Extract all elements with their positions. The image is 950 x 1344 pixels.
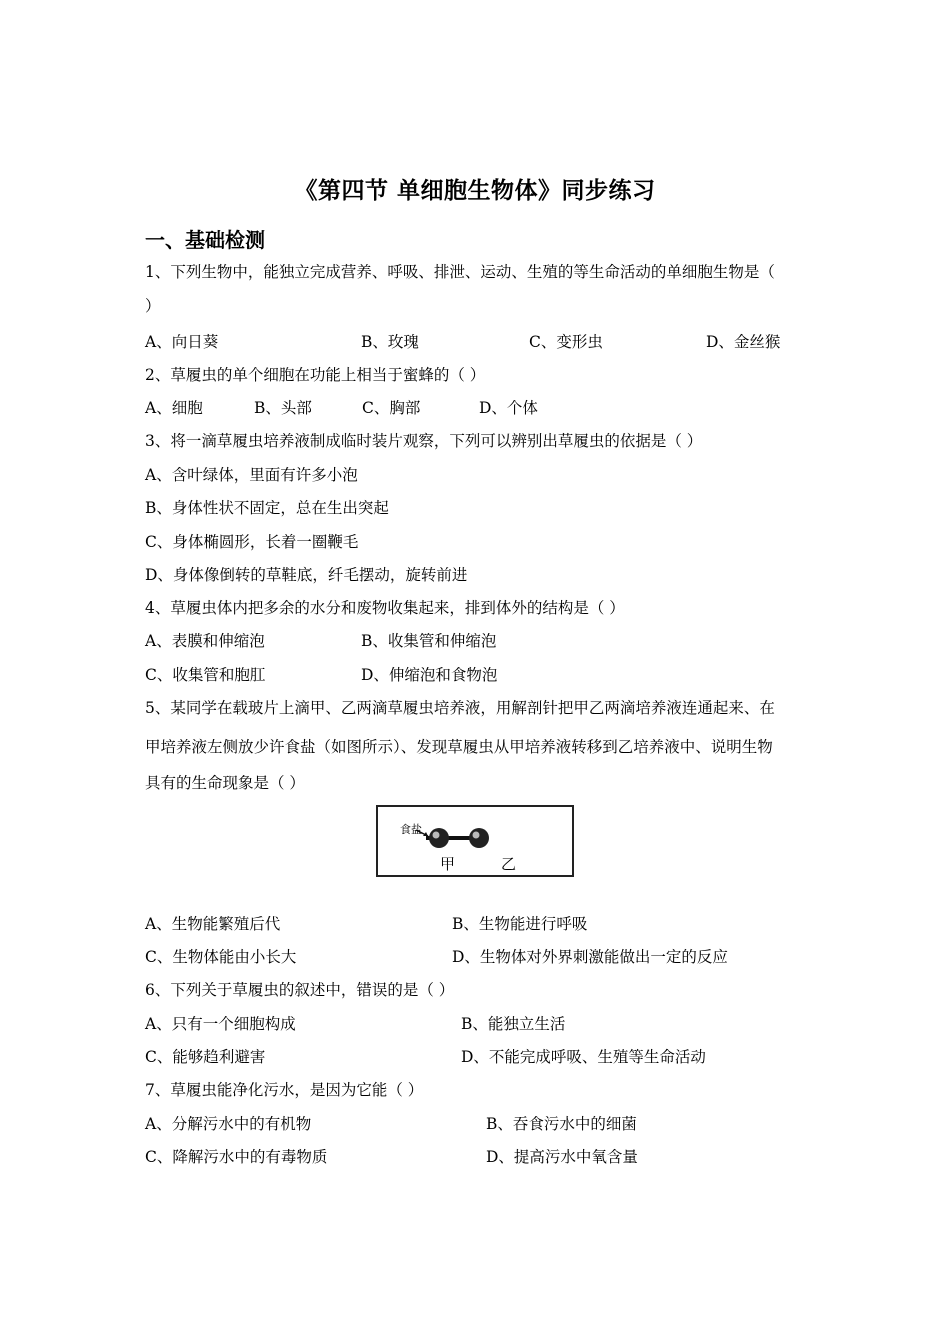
label-jia: 甲 — [440, 855, 456, 873]
label-yi: 乙 — [501, 855, 517, 873]
question-6-option-a: A、只有一个细胞构成 — [145, 1015, 296, 1033]
question-4-stem: 4、草履虫体内把多余的水分和废物收集起来，排到体外的结构是（ ） — [145, 599, 625, 617]
question-6-stem: 6、下列关于草履虫的叙述中，错误的是（ ） — [145, 981, 455, 999]
question-1-stem-cont: ） — [145, 297, 161, 315]
question-2-option-d: D、个体 — [479, 399, 538, 417]
question-2-option-c: C、胸部 — [362, 399, 421, 417]
question-6-option-d: D、不能完成呼吸、生殖等生命活动 — [461, 1048, 706, 1066]
question-5-stem: 5、某同学在载玻片上滴甲、乙两滴草履虫培养液，用解剖针把甲乙两滴培养液连通起来、在 — [145, 699, 775, 717]
question-7-option-c: C、降解污水中的有毒物质 — [145, 1148, 328, 1166]
question-2-option-b: B、头部 — [254, 399, 312, 417]
question-5-option-d: D、生物体对外界刺激能做出一定的反应 — [452, 948, 728, 966]
question-1-option-c: C、变形虫 — [529, 333, 603, 351]
question-7-option-a: A、分解污水中的有机物 — [145, 1115, 312, 1133]
question-7-option-d: D、提高污水中氧含量 — [486, 1148, 638, 1166]
drop-jia — [429, 828, 449, 848]
question-7-option-b: B、吞食污水中的细菌 — [486, 1115, 637, 1133]
section-heading: 一、基础检测 — [145, 228, 265, 252]
salt-experiment-figure — [376, 805, 574, 877]
question-5-stem-end: 具有的生命现象是（ ） — [145, 774, 305, 792]
question-5-option-a: A、生物能繁殖后代 — [145, 915, 281, 933]
question-2-stem: 2、草履虫的单个细胞在功能上相当于蜜蜂的（ ） — [145, 366, 486, 384]
question-7-stem: 7、草履虫能净化污水，是因为它能（ ） — [145, 1081, 424, 1099]
question-2-option-a: A、细胞 — [145, 399, 203, 417]
question-6-option-b: B、能独立生活 — [461, 1015, 566, 1033]
drop-diagram — [378, 807, 572, 875]
question-6-option-c: C、能够趋利避害 — [145, 1048, 266, 1066]
question-4-option-d: D、伸缩泡和食物泡 — [361, 666, 498, 684]
question-1-option-a: A、向日葵 — [145, 333, 219, 351]
salt-label: 食盐 — [400, 823, 422, 836]
question-1-option-d: D、金丝猴 — [706, 333, 781, 351]
question-3-option-c: C、身体椭圆形，长着一圈鞭毛 — [145, 533, 359, 551]
question-1-option-b: B、玫瑰 — [361, 333, 419, 351]
question-3-stem: 3、将一滴草履虫培养液制成临时装片观察，下列可以辨别出草履虫的依据是（ ） — [145, 432, 703, 450]
question-4-option-b: B、收集管和伸缩泡 — [361, 632, 497, 650]
page-title: 《第四节 单细胞生物体》同步练习 — [294, 178, 656, 204]
question-4-option-c: C、收集管和胞肛 — [145, 666, 266, 684]
question-5-stem-cont: 甲培养液左侧放少许食盐（如图所示）、发现草履虫从甲培养液转移到乙培养液中、说明生物 — [145, 738, 773, 756]
question-3-option-d: D、身体像倒转的草鞋底，纤毛摆动，旋转前进 — [145, 566, 468, 584]
question-5-option-b: B、生物能进行呼吸 — [452, 915, 588, 933]
question-1-stem: 1、下列生物中，能独立完成营养、呼吸、排泄、运动、生殖的等生命活动的单细胞生物是（ — [145, 263, 775, 281]
question-4-option-a: A、表膜和伸缩泡 — [145, 632, 265, 650]
question-3-option-a: A、含叶绿体，里面有许多小泡 — [145, 466, 358, 484]
drop-yi — [469, 828, 489, 848]
question-3-option-b: B、身体性状不固定，总在生出突起 — [145, 499, 389, 517]
question-5-option-c: C、生物体能由小长大 — [145, 948, 297, 966]
